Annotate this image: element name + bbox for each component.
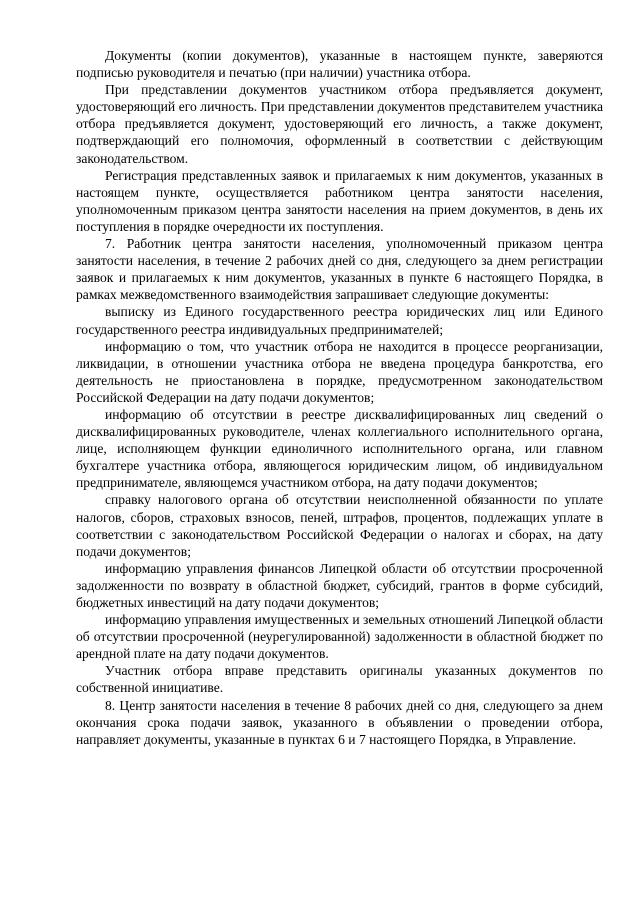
paragraph-identity-document: При представлении документов участником отбора предъявляется документ, удостоверяющий его личность. При представлении документов представителем участника отбора предъявляется документ, удостоверяющий его личность, а также документ, подтверждающий его полномочия, оформленный в соответствии с действующим законодательством. bbox=[76, 82, 603, 166]
paragraph-originals-initiative: Участник отбора вправе представить оригиналы указанных документов по собственной инициативе. bbox=[76, 663, 603, 696]
list-item-property-department-info: информацию управления имущественных и земельных отношений Липецкой области об отсутствии просроченной (неурегулированной) задолженности в областной бюджет по арендной плате на дату подачи документов. bbox=[76, 612, 603, 662]
paragraph-certification: Документы (копии документов), указанные в настоящем пункте, заверяются подписью руководителя и печатью (при наличии) участника отбора. bbox=[76, 48, 603, 81]
paragraph-clause-8: 8. Центр занятости населения в течение 8 рабочих дней со дня, следующего за днем окончания срока подачи заявок, указанного в объявлении о проведении отбора, направляет документы, указанные в пунктах 6 и 7 настоящего Порядка, в Управление. bbox=[76, 697, 603, 747]
list-item-reorganization-info: информацию о том, что участник отбора не находится в процессе реорганизации, ликвидации, в отношении участника отбора не введена процедура банкротства, его деятельность не приостановлена в порядке, предусмотренном законодательством Российской Федерации на дату подачи документов; bbox=[76, 338, 603, 405]
list-item-registry-extract: выписку из Единого государственного реестра юридических лиц или Единого государственного реестра индивидуальных предпринимателей; bbox=[76, 304, 603, 337]
paragraph-registration: Регистрация представленных заявок и прилагаемых к ним документов, указанных в настоящем пункте, осуществляется работником центра занятости населения, уполномоченным приказом центра занятости населения на прием документов, в день их поступления в порядке очередности их поступления. bbox=[76, 167, 603, 234]
list-item-tax-certificate: справку налогового органа об отсутствии неисполненной обязанности по уплате налогов, сборов, страховых взносов, пеней, штрафов, процентов, подлежащих уплате в соответствии с законодательством Российской Федерации о налогах и сборах, на дату подачи документов; bbox=[76, 492, 603, 559]
paragraph-clause-7: 7. Работник центра занятости населения, уполномоченный приказом центра занятости населения, в течение 2 рабочих дней со дня, следующего за днем регистрации заявок и прилагаемых к ним документов, указанных в пункте 6 настоящего Порядка, в рамках межведомственного взаимодействия запрашивает следующие документы: bbox=[76, 236, 603, 303]
list-item-finance-department-info: информацию управления финансов Липецкой области об отсутствии просроченной задолженности по возврату в областной бюджет, субсидий, грантов в форме субсидий, бюджетных инвестиций на дату подачи документов; bbox=[76, 560, 603, 610]
list-item-disqualified-persons-info: информацию об отсутствии в реестре дисквалифицированных лиц сведений о дисквалифицированных руководителе, членах коллегиального исполнительного органа, лице, исполняющем функции единоличного исполнительного органа, или главном бухгалтере участника отбора, являющегося юридическим лицом, об индивидуальном предпринимателе, являющемся участником отбора, на дату подачи документов; bbox=[76, 406, 603, 491]
